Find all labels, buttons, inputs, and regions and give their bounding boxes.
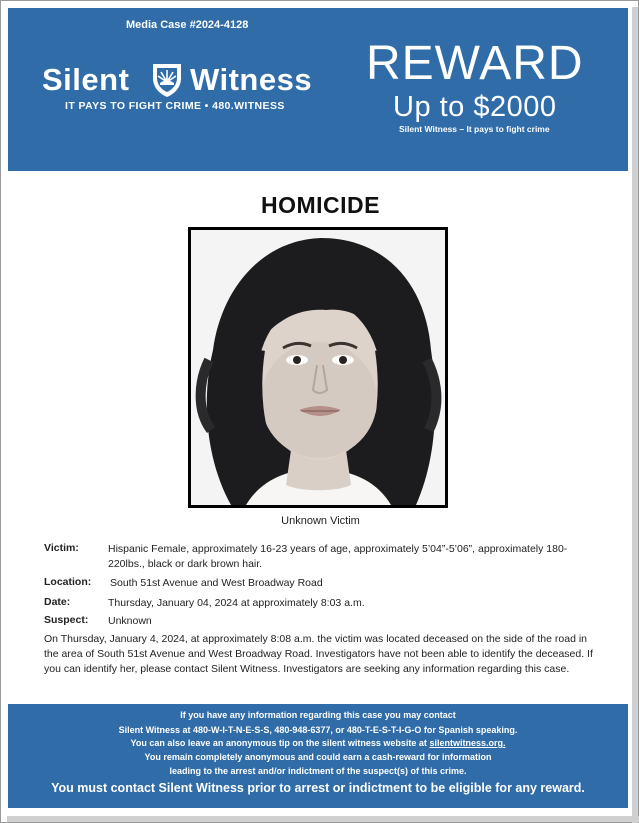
footer-line-1: If you have any information regarding this case you may contact: [180, 710, 456, 720]
footer-line-2: Silent Witness at 480-W-I-T-N-E-S-S, 480-948-6377, or 480-T-E-S-T-I-G-O for Spanish speaking.: [118, 725, 518, 735]
reward-title: REWARD: [366, 37, 584, 90]
crime-type-title: HOMICIDE: [261, 192, 380, 218]
reward-subtitle: Silent Witness – It pays to fight crime: [399, 124, 550, 134]
date-label: Date:: [44, 596, 71, 608]
footer-line-4: You remain completely anonymous and could earn a cash-reward for information: [144, 752, 492, 762]
logo-text-silent: Silent: [42, 62, 130, 97]
suspect-value: Unknown: [108, 615, 152, 627]
frame-shadow-bottom: [7, 816, 639, 822]
victim-label: Victim:: [44, 542, 79, 554]
footer-banner: [8, 704, 628, 808]
footer-line-3-text: You can also leave an anonymous tip on the silent witness website at: [130, 738, 430, 748]
frame-shadow-right: [632, 7, 638, 823]
victim-value: Hispanic Female, approximately 16-23 years of age, approximately 5’04”-5’06”, approximately 180-220lbs., black or dark brown hair.: [108, 543, 568, 570]
silent-witness-logo: [42, 58, 332, 102]
header-banner: [8, 8, 628, 171]
sunburst-shield-icon: [150, 60, 184, 98]
reward-amount: Up to $2000: [393, 91, 557, 123]
footer-line-3: [8, 738, 628, 748]
location-value: South 51st Avenue and West Broadway Road: [110, 577, 323, 589]
eligibility-notice: You must contact Silent Witness prior to arrest or indictment to be eligible for any reward.: [51, 781, 585, 795]
location-label: Location:: [44, 576, 92, 588]
tagline: IT PAYS TO FIGHT CRIME • 480.WITNESS: [65, 100, 285, 112]
photo-caption: Unknown Victim: [281, 515, 360, 527]
suspect-label: Suspect:: [44, 614, 89, 626]
victim-photo: [188, 227, 448, 508]
victim-portrait-image: [191, 230, 445, 505]
case-number: Media Case #2024-4128: [126, 19, 249, 31]
date-value: Thursday, January 04, 2024 at approximately 8:03 a.m.: [108, 597, 365, 609]
logo-text-witness: Witness: [190, 62, 313, 97]
footer-line-5: leading to the arrest and/or indictment of the suspect(s) of this crime.: [169, 766, 467, 776]
case-narrative: On Thursday, January 4, 2024, at approximately 8:08 a.m. the victim was located deceased on the side of the road in the area of South 51st Avenue and West Broadway Road. Investigators have not been able to identify the deceased. If you can identify her, please contact Silent Witness. Investigators are seeking any information regarding this case.: [44, 633, 593, 675]
website-link[interactable]: silentwitness.org.: [429, 738, 506, 748]
